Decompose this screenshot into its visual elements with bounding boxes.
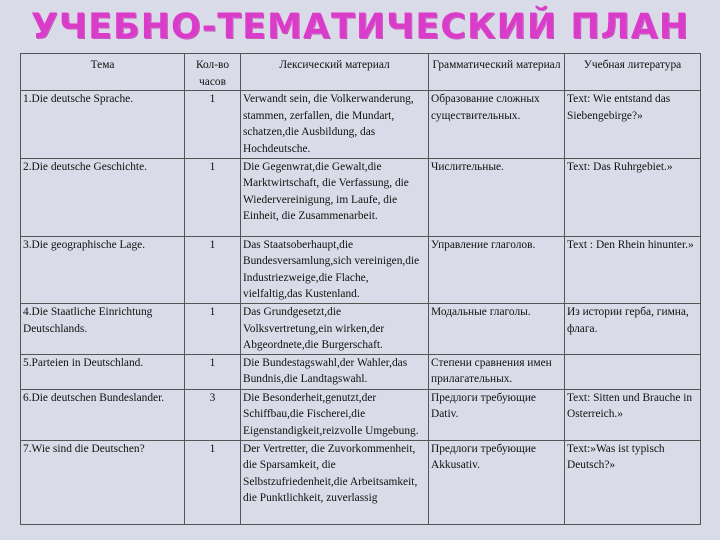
cell-topic: 6.Die deutschen Bundeslander. bbox=[21, 389, 185, 440]
table-row bbox=[21, 354, 701, 389]
cell-topic: 4.Die Staatliche Einrichtung Deutschlands. bbox=[21, 303, 185, 354]
table-row bbox=[21, 440, 701, 524]
cell-grammar: Управление глаголов. bbox=[429, 236, 565, 303]
cell-lexical: Das Staatsoberhaupt,die Bundesversamlung,sich vereinigen,die Industriezweige,die Flache, vielfaltig,das Kustenland. bbox=[241, 236, 429, 303]
cell-grammar: Предлоги требующие Akkusativ. bbox=[429, 440, 565, 524]
cell-literature: Text : Den Rhein hinunter.» bbox=[565, 236, 701, 303]
cell-hours: 1 bbox=[185, 158, 241, 236]
cell-lexical: Die Besonderheit,genutzt,der Schiffbau,die Fischerei,die Eigenstandigkeit,reizvolle Umgebung. bbox=[241, 389, 429, 440]
header-lexical: Лексический материал bbox=[241, 54, 429, 91]
cell-grammar: Модальные глаголы. bbox=[429, 303, 565, 354]
header-hours: Кол-во часов bbox=[185, 54, 241, 91]
cell-grammar: Предлоги требующие Dativ. bbox=[429, 389, 565, 440]
cell-literature: Text: Wie entstand das Siebengebirge?» bbox=[565, 91, 701, 158]
cell-topic: 2.Die deutsche Geschichte. bbox=[21, 158, 185, 236]
table-row bbox=[21, 236, 701, 303]
cell-literature: Text: Das Ruhrgebiet.» bbox=[565, 158, 701, 236]
cell-topic: 5.Parteien in Deutschland. bbox=[21, 354, 185, 389]
cell-grammar: Образование сложных существительных. bbox=[429, 91, 565, 158]
cell-topic: 1.Die deutsche Sprache. bbox=[21, 91, 185, 158]
cell-topic: 3.Die geographische Lage. bbox=[21, 236, 185, 303]
table-row bbox=[21, 91, 701, 158]
cell-lexical: Die Gegenwrat,die Gewalt,die Marktwirtschaft, die Verfassung, die Wiedervereinigung, im Laufe, die Einheit, die Zusammenarbeit. bbox=[241, 158, 429, 236]
cell-lexical: Die Bundestagswahl,der Wahler,das Bundnis,die Landtagswahl. bbox=[241, 354, 429, 389]
cell-hours: 1 bbox=[185, 236, 241, 303]
cell-lexical: Verwandt sein, die Volkerwanderung, stammen, zerfallen, die Mundart, schatzen,die Ausbildung, das Hochdeutsche. bbox=[241, 91, 429, 158]
cell-hours: 3 bbox=[185, 389, 241, 440]
cell-literature bbox=[565, 354, 701, 389]
cell-hours: 1 bbox=[185, 354, 241, 389]
cell-topic: 7.Wie sind die Deutschen? bbox=[21, 440, 185, 524]
cell-hours: 1 bbox=[185, 91, 241, 158]
header-grammar: Грамматический материал bbox=[429, 54, 565, 91]
header-literature: Учебная литература bbox=[565, 54, 701, 91]
page-title: УЧЕБНО-ТЕМАТИЧЕСКИЙ ПЛАН bbox=[30, 7, 690, 47]
curriculum-table bbox=[20, 53, 701, 525]
cell-hours: 1 bbox=[185, 303, 241, 354]
table-header-row bbox=[21, 54, 701, 91]
table-row bbox=[21, 303, 701, 354]
cell-lexical: Das Grundgesetzt,die Volksvertretung,ein wirken,der Abgeordnete,die Burgerschaft. bbox=[241, 303, 429, 354]
cell-grammar: Числительные. bbox=[429, 158, 565, 236]
header-topic: Тема bbox=[21, 54, 185, 91]
table-row bbox=[21, 389, 701, 440]
cell-literature: Из истории герба, гимна, флага. bbox=[565, 303, 701, 354]
cell-literature: Text:»Was ist typisch Deutsch?» bbox=[565, 440, 701, 524]
cell-grammar: Степени сравнения имен прилагательных. bbox=[429, 354, 565, 389]
table-row bbox=[21, 158, 701, 236]
cell-lexical: Der Vertretter, die Zuvorkommenheit, die Sparsamkeit, die Selbstzufriedenheit,die Arbeitsamkeit, die Punktlichkeit, zuverlassig bbox=[241, 440, 429, 524]
cell-hours: 1 bbox=[185, 440, 241, 524]
cell-literature: Text: Sitten und Brauche in Osterreich.» bbox=[565, 389, 701, 440]
